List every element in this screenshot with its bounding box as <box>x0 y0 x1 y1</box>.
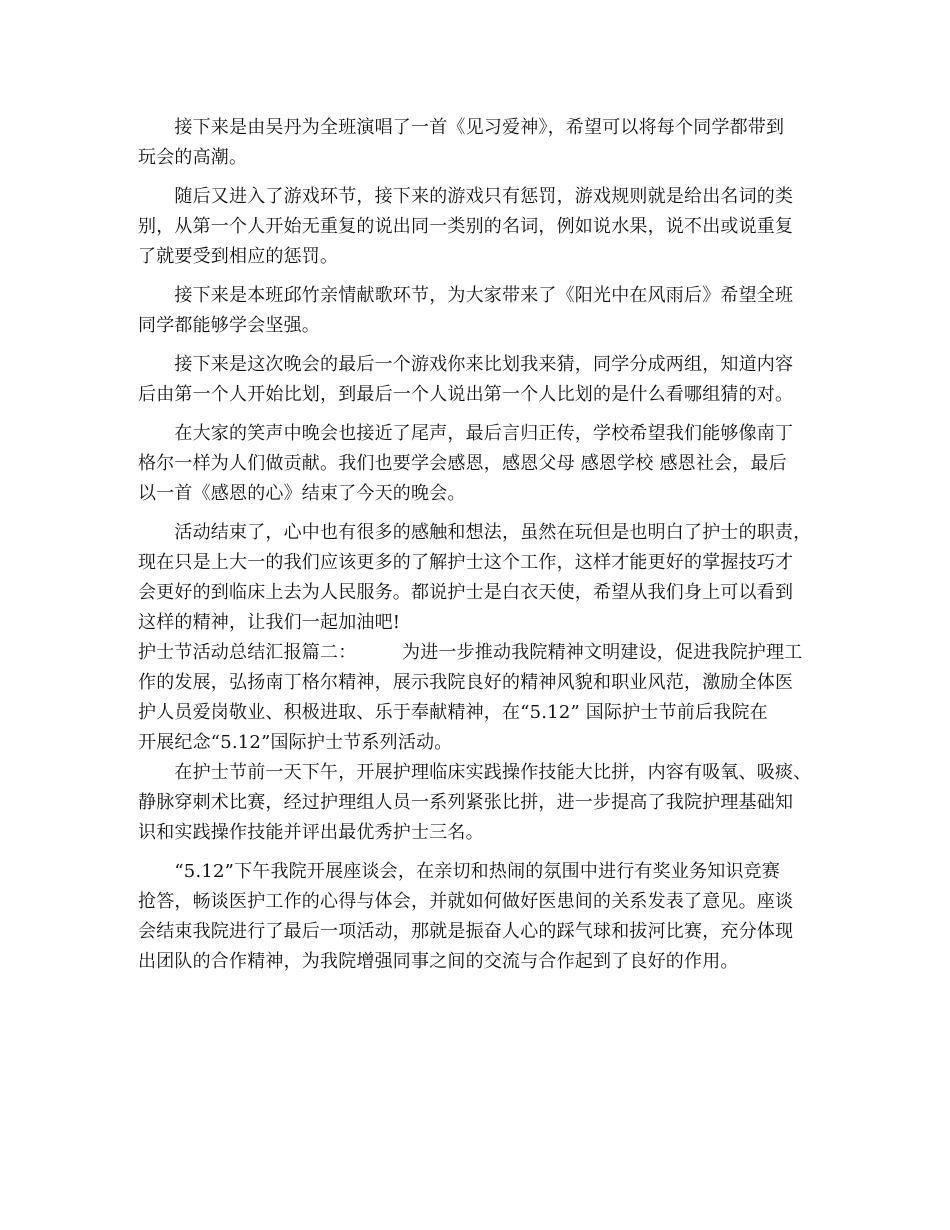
text-line: 护士节活动总结汇报篇二： 为进一步推动我院精神文明建设，促进我院护理工 <box>138 642 803 663</box>
text-line: 同学都能够学会坚强。 <box>138 315 320 336</box>
text-line: 开展纪念“5.12”国际护士节系列活动。 <box>138 732 453 753</box>
paragraph <box>138 518 828 638</box>
text-line: 在护士节前一天下午，开展护理临床实践操作技能大比拼，内容有吸氧、吸痰、 <box>138 762 812 783</box>
text-line: 接下来是本班邱竹亲情献歌环节，为大家带来了《阳光中在风雨后》希望全班 <box>138 285 794 306</box>
text-line: 活动结束了，心中也有很多的感触和想法，虽然在玩但是也明白了护士的职责， <box>138 522 812 543</box>
text-line: 格尔一样为人们做贡献。我们也要学会感恩，感恩父母 感恩学校 感恩社会，最后 <box>138 453 787 474</box>
text-line: “5.12”下午我院开展座谈会，在亲切和热闹的氛围中进行有奖业务知识竞赛 <box>138 861 781 882</box>
text-line: 后由第一个人开始比划，到最后一个人说出第一个人比划的是什么看哪组猜的对。 <box>138 384 794 405</box>
document-body <box>138 113 828 977</box>
text-line: 护人员爱岗敬业、积极进取、乐于奉献精神，在“5.12” 国际护士节前后我院在 <box>138 702 768 723</box>
text-line: 别，从第一个人开始无重复的说出同一类别的名词，例如说水果，说不出或说重复 <box>138 216 794 237</box>
paragraph-spacer <box>138 173 828 182</box>
text-line: 接下来是由吴丹为全班演唱了一首《见习爱神》，希望可以将每个同学都带到 <box>138 117 785 138</box>
paragraph <box>138 113 828 173</box>
text-line: 作的发展，弘扬南丁格尔精神，展示我院良好的精神风貌和职业风范，激励全体医 <box>138 672 794 693</box>
text-line: 了就要受到相应的惩罚。 <box>138 246 339 267</box>
text-line: 抢答，畅谈医护工作的心得与体会，并就如何做好医患间的关系发表了意见。座谈 <box>138 891 794 912</box>
paragraph <box>138 857 828 977</box>
text-line: 静脉穿刺术比赛，经过护理组人员一系列紧张比拼，进一步提高了我院护理基础知 <box>138 792 794 813</box>
paragraph <box>138 350 828 410</box>
text-line: 接下来是这次晚会的最后一个游戏你来比划我来猜，同学分成两组，知道内容 <box>138 354 794 375</box>
paragraph <box>138 182 828 272</box>
paragraph <box>138 419 828 509</box>
text-line: 玩会的高潮。 <box>138 147 248 168</box>
text-line: 随后又进入了游戏环节，接下来的游戏只有惩罚，游戏规则就是给出名词的类 <box>138 186 794 207</box>
text-line: 这样的精神，让我们一起加油吧! <box>138 612 401 633</box>
paragraph-spacer <box>138 272 828 281</box>
paragraph-spacer <box>138 341 828 350</box>
paragraph <box>138 281 828 341</box>
paragraph-spacer <box>138 509 828 518</box>
text-line: 会更好的到临床上去为人民服务。都说护士是白衣天使，希望从我们身上可以看到 <box>138 582 794 603</box>
text-line: 识和实践操作技能并评出最优秀护士三名。 <box>138 822 484 843</box>
text-line: 以一首《感恩的心》结束了今天的晚会。 <box>138 483 466 504</box>
text-line: 出团队的合作精神，为我院增强同事之间的交流与合作起到了良好的作用。 <box>138 951 739 972</box>
paragraph <box>138 638 828 758</box>
text-line: 在大家的笑声中晚会也接近了尾声，最后言归正传，学校希望我们能够像南丁 <box>138 423 794 444</box>
paragraph-spacer <box>138 410 828 419</box>
paragraph <box>138 758 828 848</box>
text-line: 会结束我院进行了最后一项活动，那就是振奋人心的踩气球和拔河比赛，充分体现 <box>138 921 794 942</box>
text-line: 现在只是上大一的我们应该更多的了解护士这个工作，这样才能更好的掌握技巧才 <box>138 552 794 573</box>
paragraph-spacer <box>138 848 828 857</box>
